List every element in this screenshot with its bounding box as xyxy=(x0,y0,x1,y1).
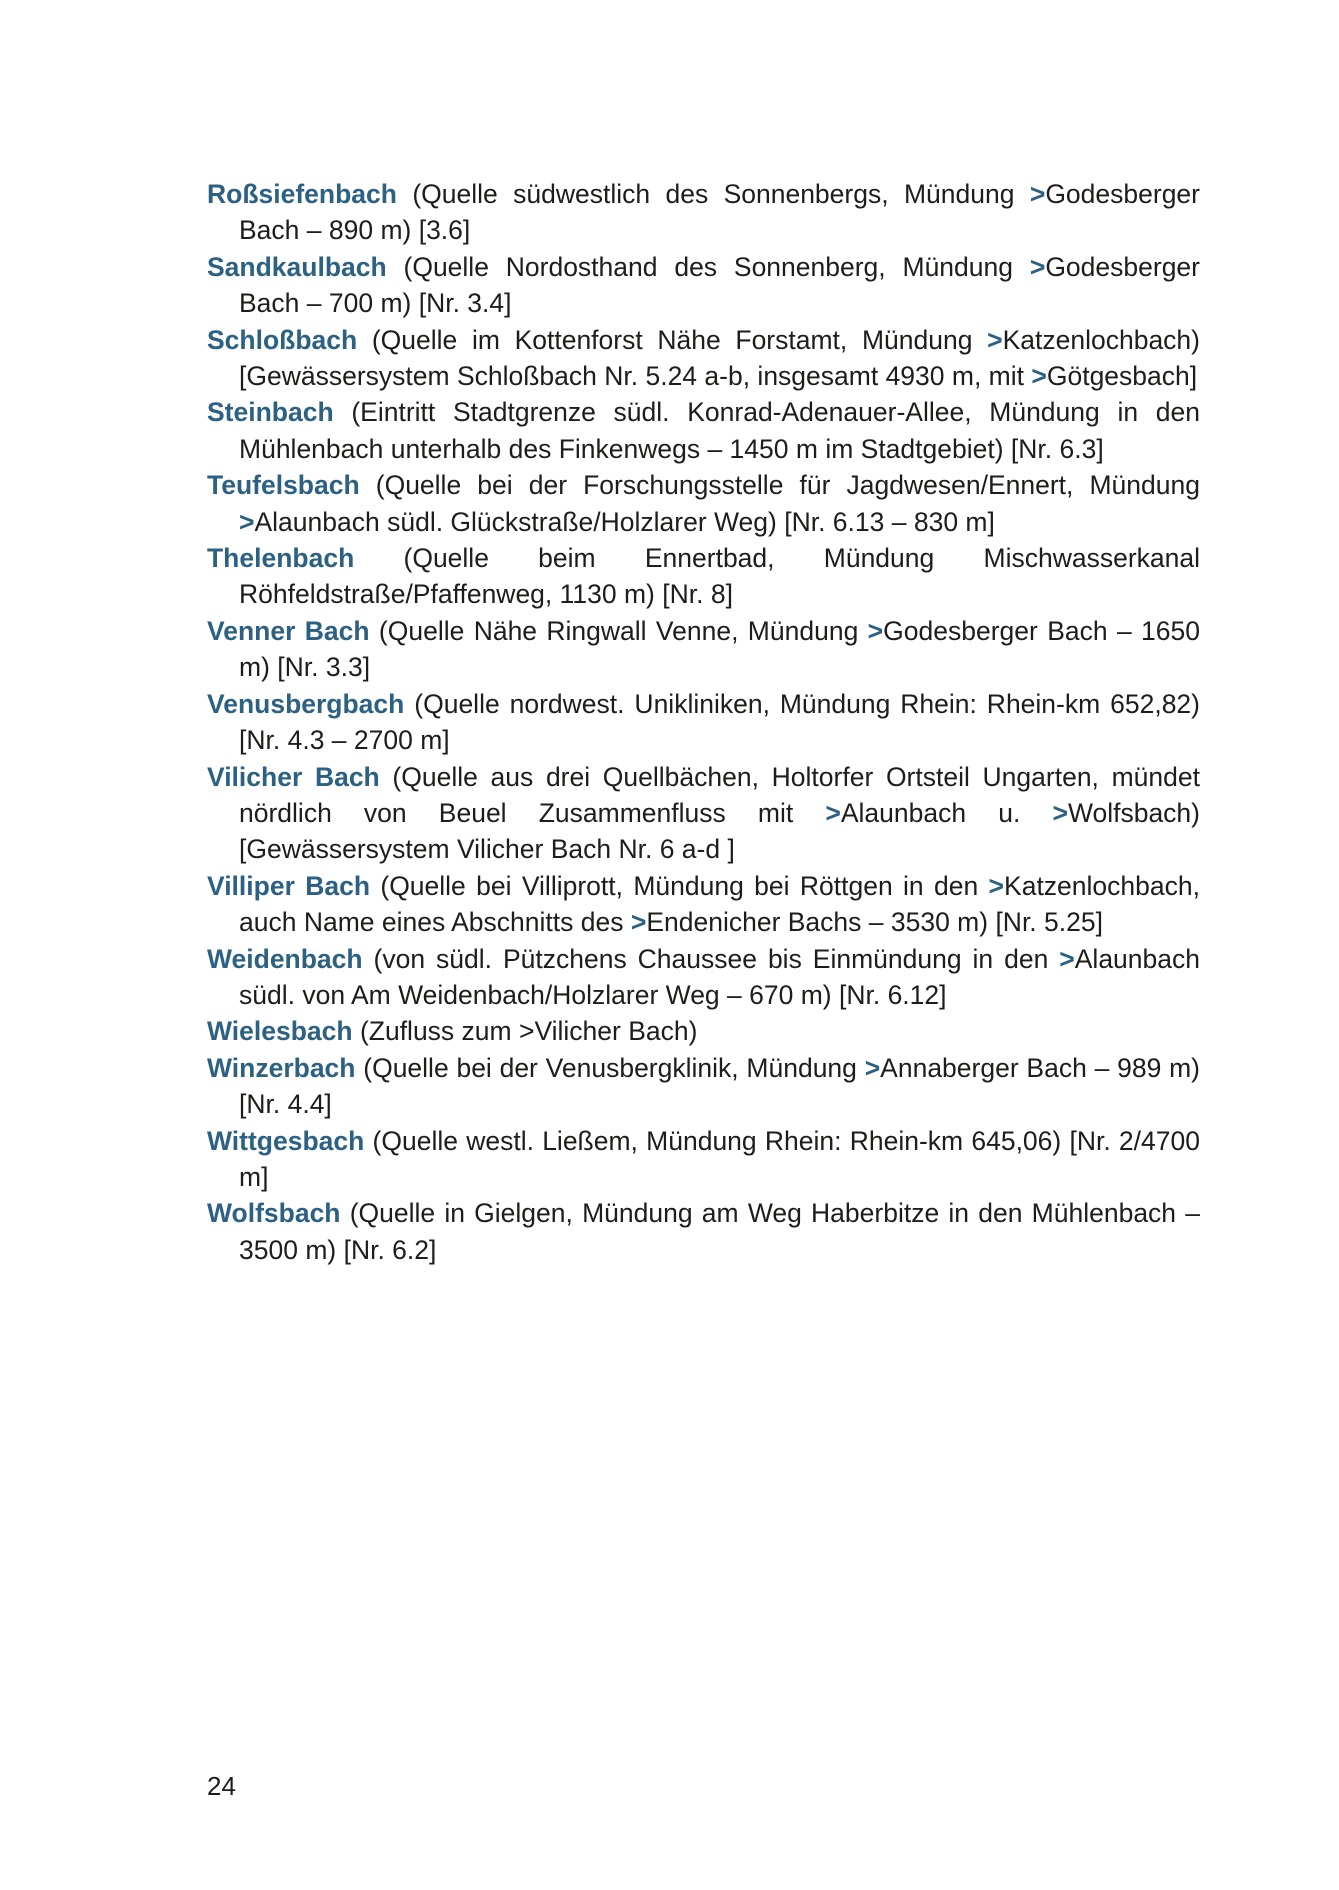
entry-text: (von südl. Pützchens Chaussee bis Einmündung in den xyxy=(362,943,1060,974)
glossary-entry xyxy=(207,1013,1200,1049)
entry-text: Wolfsbach) [Gewässersystem Vilicher Bach Nr. 6 a-d ] xyxy=(239,797,1200,865)
entry-term: Vilicher Bach xyxy=(207,761,380,792)
glossary-entry xyxy=(207,467,1200,540)
cross-reference-marker: > xyxy=(988,870,1005,901)
cross-reference-marker: > xyxy=(825,797,841,828)
entry-text: (Quelle im Kottenforst Nähe Forstamt, Mündung xyxy=(357,324,988,355)
entry-text: Annaberger Bach – 989 m) [Nr. 4.4] xyxy=(239,1052,1200,1120)
entry-text: (Quelle bei Villiprott, Mündung bei Röttgen in den xyxy=(370,870,989,901)
entry-term: Thelenbach xyxy=(207,543,355,574)
entry-text: (Eintritt Stadtgrenze südl. Konrad-Adenauer-Allee, Mündung in den Mühlenbach unterhalb des Finkenwegs – 1450 m im Stadtgebiet) [Nr. 6.3] xyxy=(239,397,1200,464)
cross-reference-marker: > xyxy=(630,907,647,938)
cross-reference-marker: > xyxy=(864,1052,881,1083)
entry-text: Endenicher Bachs – 3530 m) [Nr. 5.25] xyxy=(646,907,1103,938)
entry-term: Villiper Bach xyxy=(207,870,371,901)
entry-text: Katzenlochbach) [Gewässersystem Schloßbach Nr. 5.24 a-b, insgesamt 4930 m, mit xyxy=(239,324,1200,392)
entry-text: (Quelle westl. Ließem, Mündung Rhein: Rhein-km 645,06) [Nr. 2/4700 m] xyxy=(239,1125,1200,1192)
glossary-entry xyxy=(207,868,1200,941)
entry-term: Venusbergbach xyxy=(207,688,405,719)
entry-text: Katzenlochbach, auch Name eines Abschnitts des xyxy=(239,870,1200,938)
cross-reference-marker: > xyxy=(1031,361,1047,392)
entry-text: Godesberger Bach – 700 m) [Nr. 3.4] xyxy=(239,251,1200,319)
glossary-entry xyxy=(207,322,1200,395)
entry-text: Alaunbach südl. Glückstraße/Holzlarer Weg) [Nr. 6.13 – 830 m] xyxy=(254,506,995,537)
entry-text: (Quelle Nordosthand des Sonnenberg, Mündung xyxy=(386,251,1030,282)
glossary-entry xyxy=(207,1195,1200,1268)
glossary-list xyxy=(207,176,1200,1268)
entry-text: (Quelle Nähe Ringwall Venne, Mündung xyxy=(369,615,868,646)
entry-term: Venner Bach xyxy=(207,615,370,646)
glossary-entry xyxy=(207,686,1200,759)
cross-reference-marker: > xyxy=(867,615,884,646)
entry-text: Götgesbach] xyxy=(1046,361,1198,392)
entry-text: Alaunbach südl. von Am Weidenbach/Holzlarer Weg – 670 m) [Nr. 6.12] xyxy=(239,943,1200,1010)
cross-reference-marker: > xyxy=(987,324,1003,355)
entry-term: Wielesbach xyxy=(207,1016,353,1047)
entry-text: (Quelle bei der Venusbergklinik, Mündung xyxy=(355,1052,865,1083)
entry-term: Wittgesbach xyxy=(207,1125,365,1156)
entry-text: (Quelle nordwest. Unikliniken, Mündung Rhein: Rhein-km 652,82) [Nr. 4.3 – 2700 m] xyxy=(239,688,1200,756)
entry-term: Winzerbach xyxy=(207,1052,356,1083)
glossary-entry xyxy=(207,540,1200,613)
cross-reference-marker: > xyxy=(1029,179,1046,209)
entry-text: (Quelle aus drei Quellbächen, Holtorfer Ortsteil Ungarten, mündet nördlich von Beuel Zusammenfluss mit xyxy=(239,761,1200,828)
glossary-entry xyxy=(207,759,1200,868)
entry-term: Roßsiefenbach xyxy=(207,179,397,209)
glossary-entry xyxy=(207,176,1200,249)
glossary-entry xyxy=(207,1050,1200,1123)
glossary-entry xyxy=(207,613,1200,686)
entry-text: Alaunbach u. xyxy=(840,797,1053,828)
entry-term: Sandkaulbach xyxy=(207,251,387,282)
entry-term: Wolfsbach xyxy=(207,1198,341,1229)
glossary-entry xyxy=(207,941,1200,1014)
glossary-entry xyxy=(207,1123,1200,1196)
cross-reference-marker: > xyxy=(239,506,255,537)
entry-term: Weidenbach xyxy=(207,943,363,974)
entry-term: Teufelsbach xyxy=(207,470,360,501)
entry-text: Godesberger Bach – 890 m) [3.6] xyxy=(239,179,1200,246)
entry-text: (Zufluss zum >Vilicher Bach) xyxy=(352,1016,698,1047)
cross-reference-marker: > xyxy=(1029,251,1046,282)
entry-text: Godesberger Bach – 1650 m) [Nr. 3.3] xyxy=(239,615,1201,683)
entry-text: (Quelle beim Ennertbad, Mündung Mischwasserkanal Röhfeldstraße/Pfaffenweg, 1130 m) [Nr. 8] xyxy=(239,543,1200,610)
page-number: 24 xyxy=(207,1771,236,1801)
cross-reference-marker: > xyxy=(1059,943,1075,974)
entry-term: Steinbach xyxy=(207,397,334,428)
entry-text: (Quelle in Gielgen, Mündung am Weg Haberbitze in den Mühlenbach – 3500 m) [Nr. 6.2] xyxy=(239,1198,1200,1265)
entry-text: (Quelle südwestlich des Sonnenbergs, Mündung xyxy=(396,179,1030,209)
entry-text: (Quelle bei der Forschungsstelle für Jagdwesen/Ennert, Mündung xyxy=(359,470,1200,501)
glossary-entry xyxy=(207,394,1200,467)
cross-reference-marker: > xyxy=(1052,797,1068,828)
glossary-entry xyxy=(207,249,1200,322)
entry-term: Schloßbach xyxy=(207,324,358,355)
